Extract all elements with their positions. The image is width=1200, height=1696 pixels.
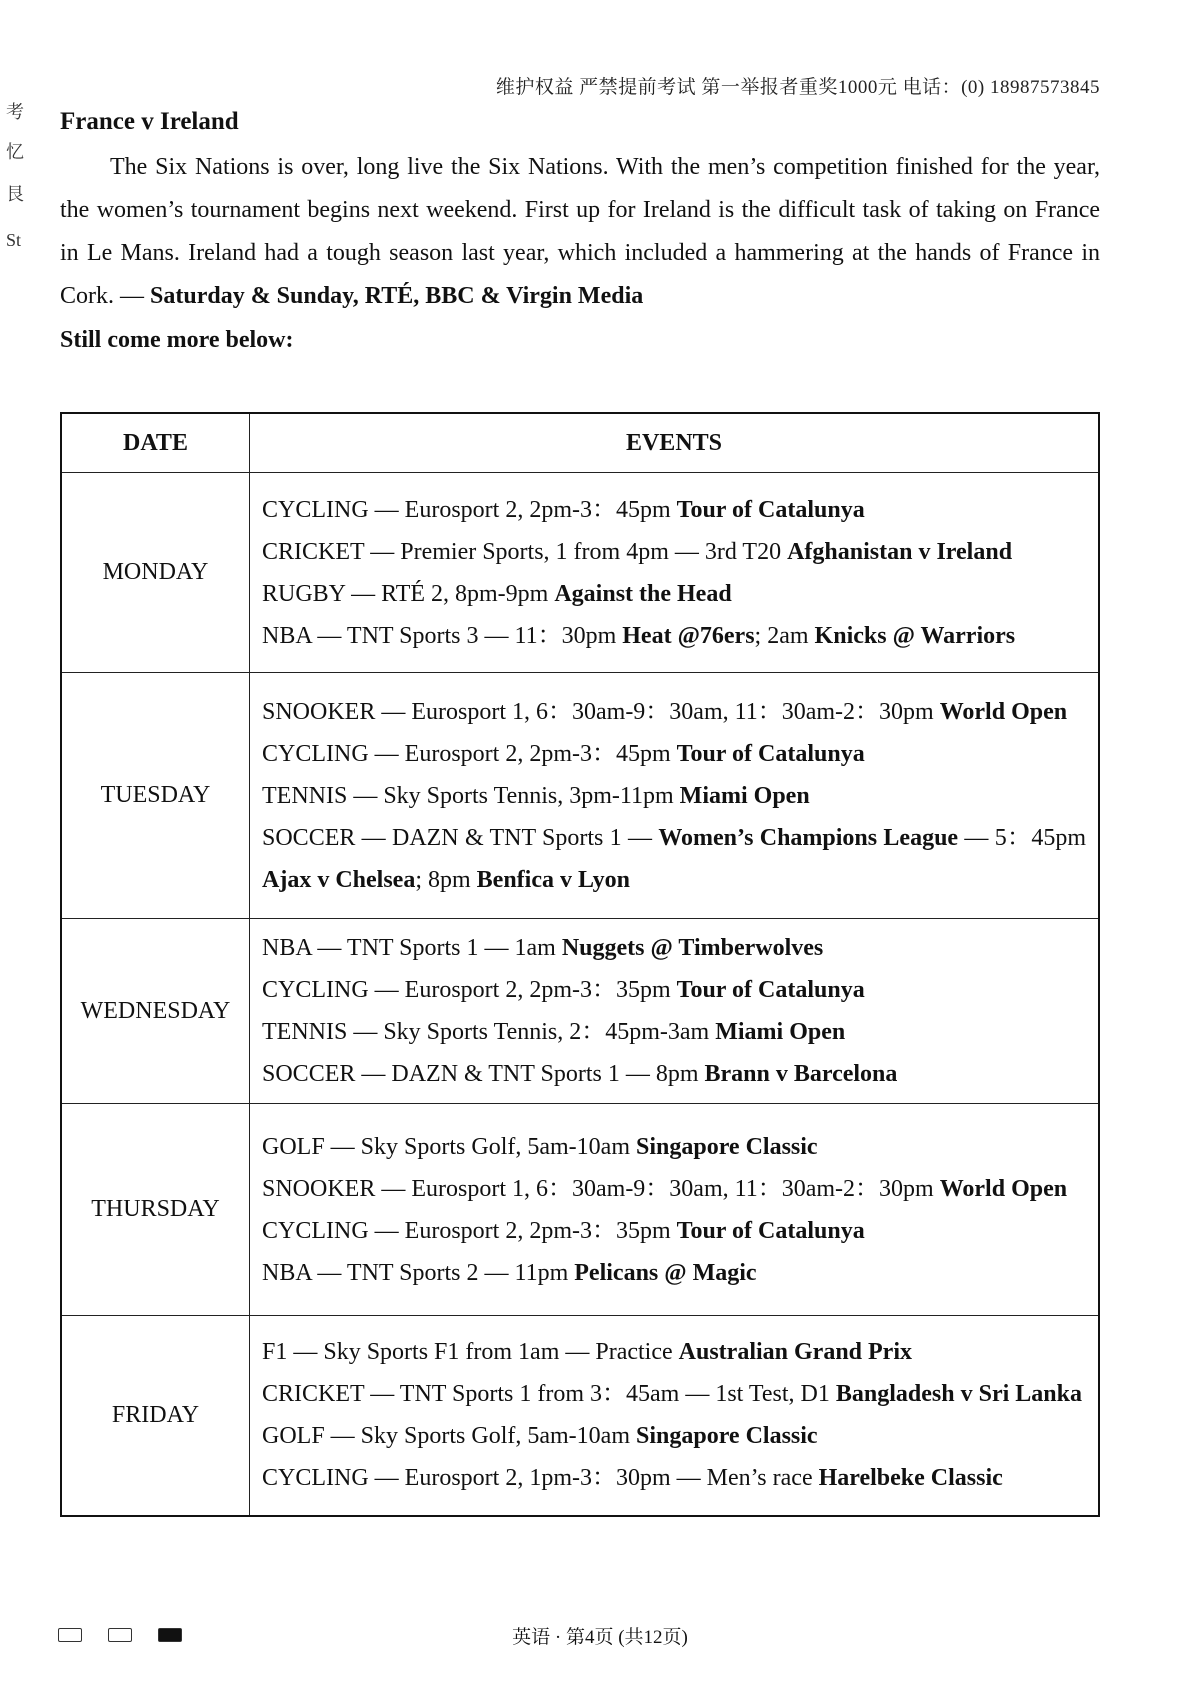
event-highlight: Afghanistan v Ireland bbox=[787, 538, 1013, 565]
event-text: CYCLING — Eurosport 2, 1pm-3：30pm — Men’s race bbox=[262, 1465, 819, 1492]
event-item bbox=[262, 489, 1086, 531]
event-text: CYCLING — Eurosport 2, 2pm-3：35pm bbox=[262, 977, 677, 1003]
events-cell bbox=[250, 673, 1100, 919]
event-text: RUGBY — RTÉ 2, 8pm-9pm bbox=[262, 580, 555, 607]
table-row bbox=[61, 1104, 1099, 1316]
event-item bbox=[262, 733, 1086, 775]
event-item bbox=[262, 1210, 1086, 1252]
event-item bbox=[262, 615, 1086, 657]
events-cell bbox=[250, 1316, 1100, 1516]
event-text: SNOOKER — Eurosport 1, 6：30am-9：30am, 11：30am-2：30pm bbox=[262, 1175, 940, 1202]
table-row bbox=[61, 673, 1099, 919]
table-row bbox=[61, 1316, 1099, 1516]
event-item bbox=[262, 775, 1086, 817]
event-highlight: Miami Open bbox=[679, 782, 810, 809]
event-text: SOCCER — DAZN & TNT Sports 1 — bbox=[262, 824, 659, 851]
event-text: TENNIS — Sky Sports Tennis, 3pm-11pm bbox=[262, 782, 680, 809]
event-text: CYCLING — Eurosport 2, 2pm-3：45pm bbox=[262, 496, 677, 523]
event-text: ; 8pm bbox=[415, 866, 477, 893]
event-item bbox=[262, 691, 1086, 733]
exam-header: 维护权益 严禁提前考试 第一举报者重奖1000元 电话：(0) 18987573845 bbox=[495, 77, 1100, 98]
event-highlight: Ajax v Chelsea bbox=[262, 866, 416, 893]
event-item bbox=[262, 969, 1086, 1011]
event-item bbox=[262, 927, 1086, 969]
events-header: EVENTS bbox=[250, 413, 1100, 473]
event-text: NBA — TNT Sports 3 — 11：30pm bbox=[262, 622, 623, 649]
event-highlight: Australian Grand Prix bbox=[678, 1339, 912, 1366]
event-text: NBA — TNT Sports 2 — 11pm bbox=[262, 1259, 575, 1286]
schedule-body bbox=[61, 473, 1099, 1516]
event-item bbox=[262, 1168, 1086, 1210]
event-item bbox=[262, 1373, 1086, 1415]
event-highlight: Benfica v Lyon bbox=[476, 866, 631, 893]
event-highlight: Nuggets @ Timberwolves bbox=[561, 935, 824, 961]
event-text: SNOOKER — Eurosport 1, 6：30am-9：30am, 11：30am-2：30pm bbox=[262, 698, 940, 725]
event-highlight: Tour of Catalunya bbox=[676, 977, 865, 1003]
event-text: CYCLING — Eurosport 2, 2pm-3：45pm bbox=[262, 740, 677, 767]
event-highlight: Knicks @ Warriors bbox=[814, 622, 1016, 649]
more-below-label: Still come more below: bbox=[60, 327, 294, 353]
article-text: The Six Nations is over, long live the Six Nations. With the men’s competition finished for the year, the women’s tournament begins next weekend. First up for Ireland is the difficult task of taking on France in Le Mans. Ireland had a tough season last year, which included a hammering at the hands of France in Cork. — bbox=[60, 154, 1100, 309]
event-highlight: Miami Open bbox=[715, 1019, 846, 1045]
event-text: SOCCER — DAZN & TNT Sports 1 — 8pm bbox=[262, 1061, 705, 1087]
day-cell: THURSDAY bbox=[61, 1104, 250, 1316]
event-item bbox=[262, 573, 1086, 615]
event-item bbox=[262, 1011, 1086, 1053]
event-item bbox=[262, 531, 1086, 573]
event-highlight: World Open bbox=[939, 698, 1068, 725]
margin-mark: 忆 bbox=[6, 142, 24, 162]
event-highlight: Tour of Catalunya bbox=[676, 496, 865, 523]
day-cell: TUESDAY bbox=[61, 673, 250, 919]
event-text: F1 — Sky Sports F1 from 1am — Practice bbox=[262, 1339, 679, 1366]
event-item bbox=[262, 1457, 1086, 1499]
article bbox=[60, 108, 1100, 358]
table-row bbox=[61, 473, 1099, 673]
event-highlight: Heat @76ers bbox=[622, 622, 755, 649]
broadcast-info: Saturday & Sunday, RTÉ, BBC & Virgin Media bbox=[150, 283, 644, 309]
event-text: ; 2am bbox=[754, 622, 815, 649]
article-body bbox=[60, 146, 1100, 318]
article-title: France v Ireland bbox=[60, 108, 239, 135]
events-cell bbox=[250, 473, 1100, 673]
margin-mark: St bbox=[6, 230, 22, 250]
event-text: GOLF — Sky Sports Golf, 5am-10am bbox=[262, 1133, 636, 1160]
day-cell: WEDNESDAY bbox=[61, 919, 250, 1104]
event-highlight: Tour of Catalunya bbox=[676, 740, 865, 767]
event-highlight: Bangladesh v Sri Lanka bbox=[835, 1381, 1082, 1408]
event-highlight: Harelbeke Classic bbox=[818, 1465, 1003, 1492]
event-text: CRICKET — Premier Sports, 1 from 4pm — 3rd T20 bbox=[262, 538, 788, 565]
schedule-table bbox=[60, 412, 1100, 1517]
table-row bbox=[61, 919, 1099, 1104]
event-highlight: Brann v Barcelona bbox=[704, 1061, 898, 1087]
table-header-row bbox=[61, 413, 1099, 473]
event-highlight: Singapore Classic bbox=[636, 1423, 818, 1450]
event-item bbox=[262, 1331, 1086, 1373]
event-highlight: Tour of Catalunya bbox=[676, 1217, 865, 1244]
events-cell bbox=[250, 919, 1100, 1104]
event-text: NBA — TNT Sports 1 — 1am bbox=[262, 935, 562, 961]
event-text: — 5：45pm bbox=[958, 824, 1086, 851]
event-highlight: World Open bbox=[939, 1175, 1068, 1202]
event-highlight: Against the Head bbox=[554, 580, 732, 607]
margin-mark: 艮 bbox=[6, 184, 24, 204]
events-cell bbox=[250, 1104, 1100, 1316]
event-highlight: Pelicans @ Magic bbox=[574, 1259, 757, 1286]
event-highlight: Women’s Champions League bbox=[658, 824, 959, 851]
event-text: CYCLING — Eurosport 2, 2pm-3：35pm bbox=[262, 1217, 677, 1244]
page-number: 英语 · 第4页 (共12页) bbox=[512, 1627, 688, 1648]
event-item bbox=[262, 1252, 1086, 1294]
event-item bbox=[262, 1053, 1086, 1095]
day-cell: MONDAY bbox=[61, 473, 250, 673]
event-text: TENNIS — Sky Sports Tennis, 2：45pm-3am bbox=[262, 1019, 716, 1045]
event-text: CRICKET — TNT Sports 1 from 3：45am — 1st Test, D1 bbox=[262, 1381, 836, 1408]
page-footer bbox=[0, 1622, 1200, 1662]
date-header: DATE bbox=[61, 413, 250, 473]
margin-mark: 考 bbox=[6, 102, 24, 122]
event-item bbox=[262, 1126, 1086, 1168]
event-item bbox=[262, 1415, 1086, 1457]
event-item bbox=[262, 817, 1086, 901]
day-cell: FRIDAY bbox=[61, 1316, 250, 1516]
event-highlight: Singapore Classic bbox=[636, 1133, 818, 1160]
event-text: GOLF — Sky Sports Golf, 5am-10am bbox=[262, 1423, 636, 1450]
